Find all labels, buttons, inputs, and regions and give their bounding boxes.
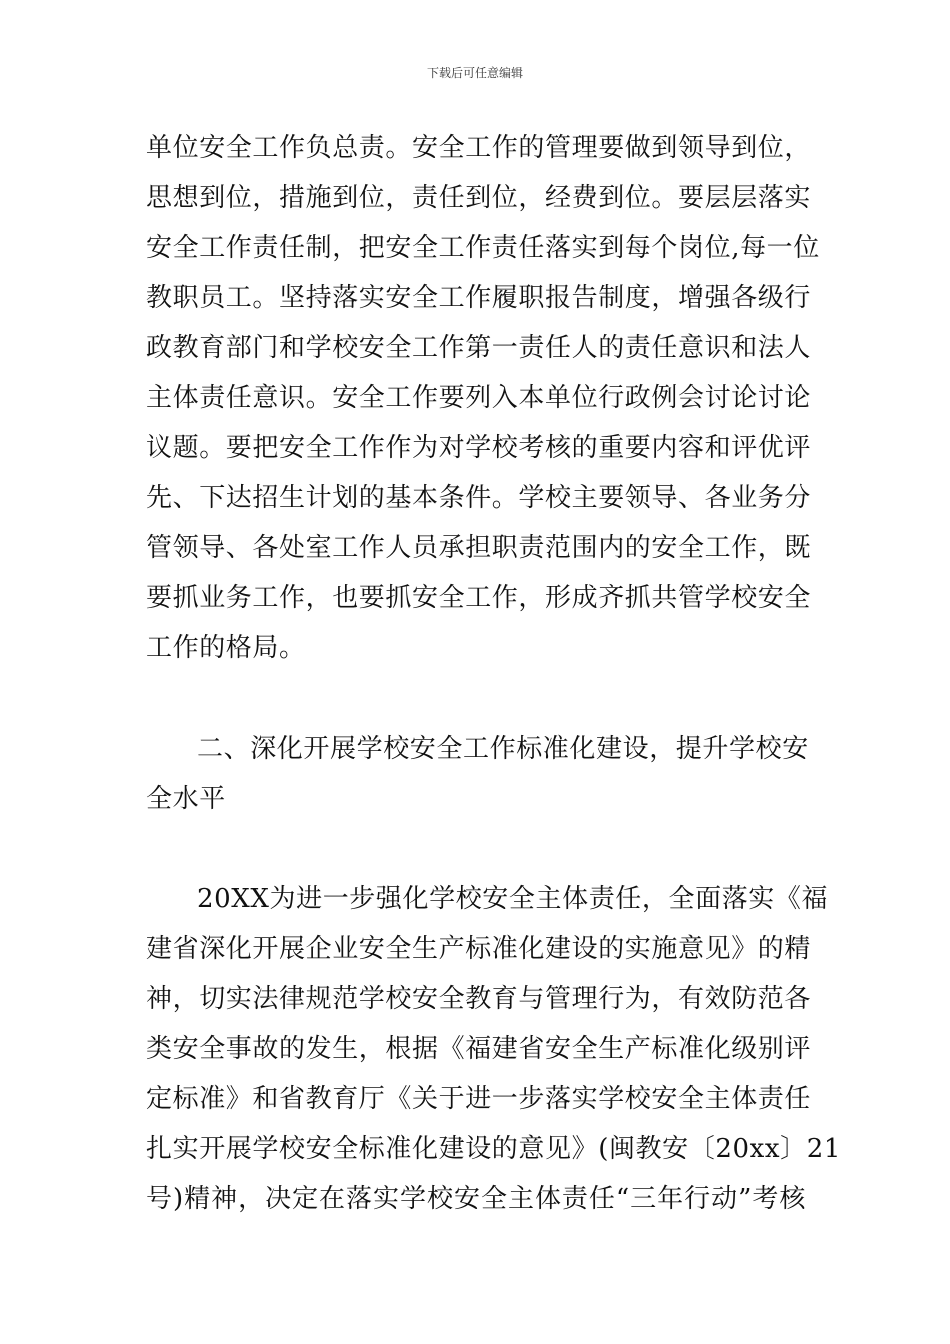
text-line: 工作的格局。 — [146, 633, 306, 663]
text-line: 管领导、各处室工作人员承担职责范围内的安全工作，既 — [146, 533, 812, 563]
text-line: 建省深化开展企业安全生产标准化建设的实施意见》的精 — [146, 934, 812, 964]
heading-line: 二、深化开展学校安全工作标准化建设，提升学校安 — [197, 734, 809, 764]
text-line: 安全工作责任制，把安全工作责任落实到每个岗位,每一位 — [146, 233, 820, 263]
text-line: 类安全事故的发生，根据《福建省安全生产标准化级别评 — [146, 1034, 812, 1064]
text-line: 单位安全工作负总责。安全工作的管理要做到领导到位， — [146, 133, 812, 163]
text-line: 号)精神，决定在落实学校安全主体责任“三年行动”考核 — [146, 1184, 806, 1214]
text-line: 定标准》和省教育厅《关于进一步落实学校安全主体责任 — [146, 1084, 812, 1114]
text-line: 政教育部门和学校安全工作第一责任人的责任意识和法人 — [146, 333, 812, 363]
text-line: 教职员工。坚持落实安全工作履职报告制度，增强各级行 — [146, 283, 812, 313]
text-line: 20XX为进一步强化学校安全主体责任，全面落实《福 — [197, 884, 829, 914]
page-header: 下载后可任意编辑 — [426, 66, 523, 80]
text-line: 议题。要把安全工作作为对学校考核的重要内容和评优评 — [146, 433, 812, 463]
text-line: 要抓业务工作，也要抓安全工作，形成齐抓共管学校安全 — [146, 583, 812, 613]
text-line: 主体责任意识。安全工作要列入本单位行政例会讨论讨论 — [146, 383, 812, 413]
text-line: 思想到位，措施到位，责任到位，经费到位。要层层落实 — [146, 183, 812, 213]
text-line: 先、下达招生计划的基本条件。学校主要领导、各业务分 — [146, 483, 812, 513]
text-line: 神，切实法律规范学校安全教育与管理行为，有效防范各 — [146, 984, 812, 1014]
text-line: 扎实开展学校安全标准化建设的意见》(闽教安〔20xx〕21 — [146, 1134, 842, 1164]
heading-line: 全水平 — [146, 784, 226, 814]
